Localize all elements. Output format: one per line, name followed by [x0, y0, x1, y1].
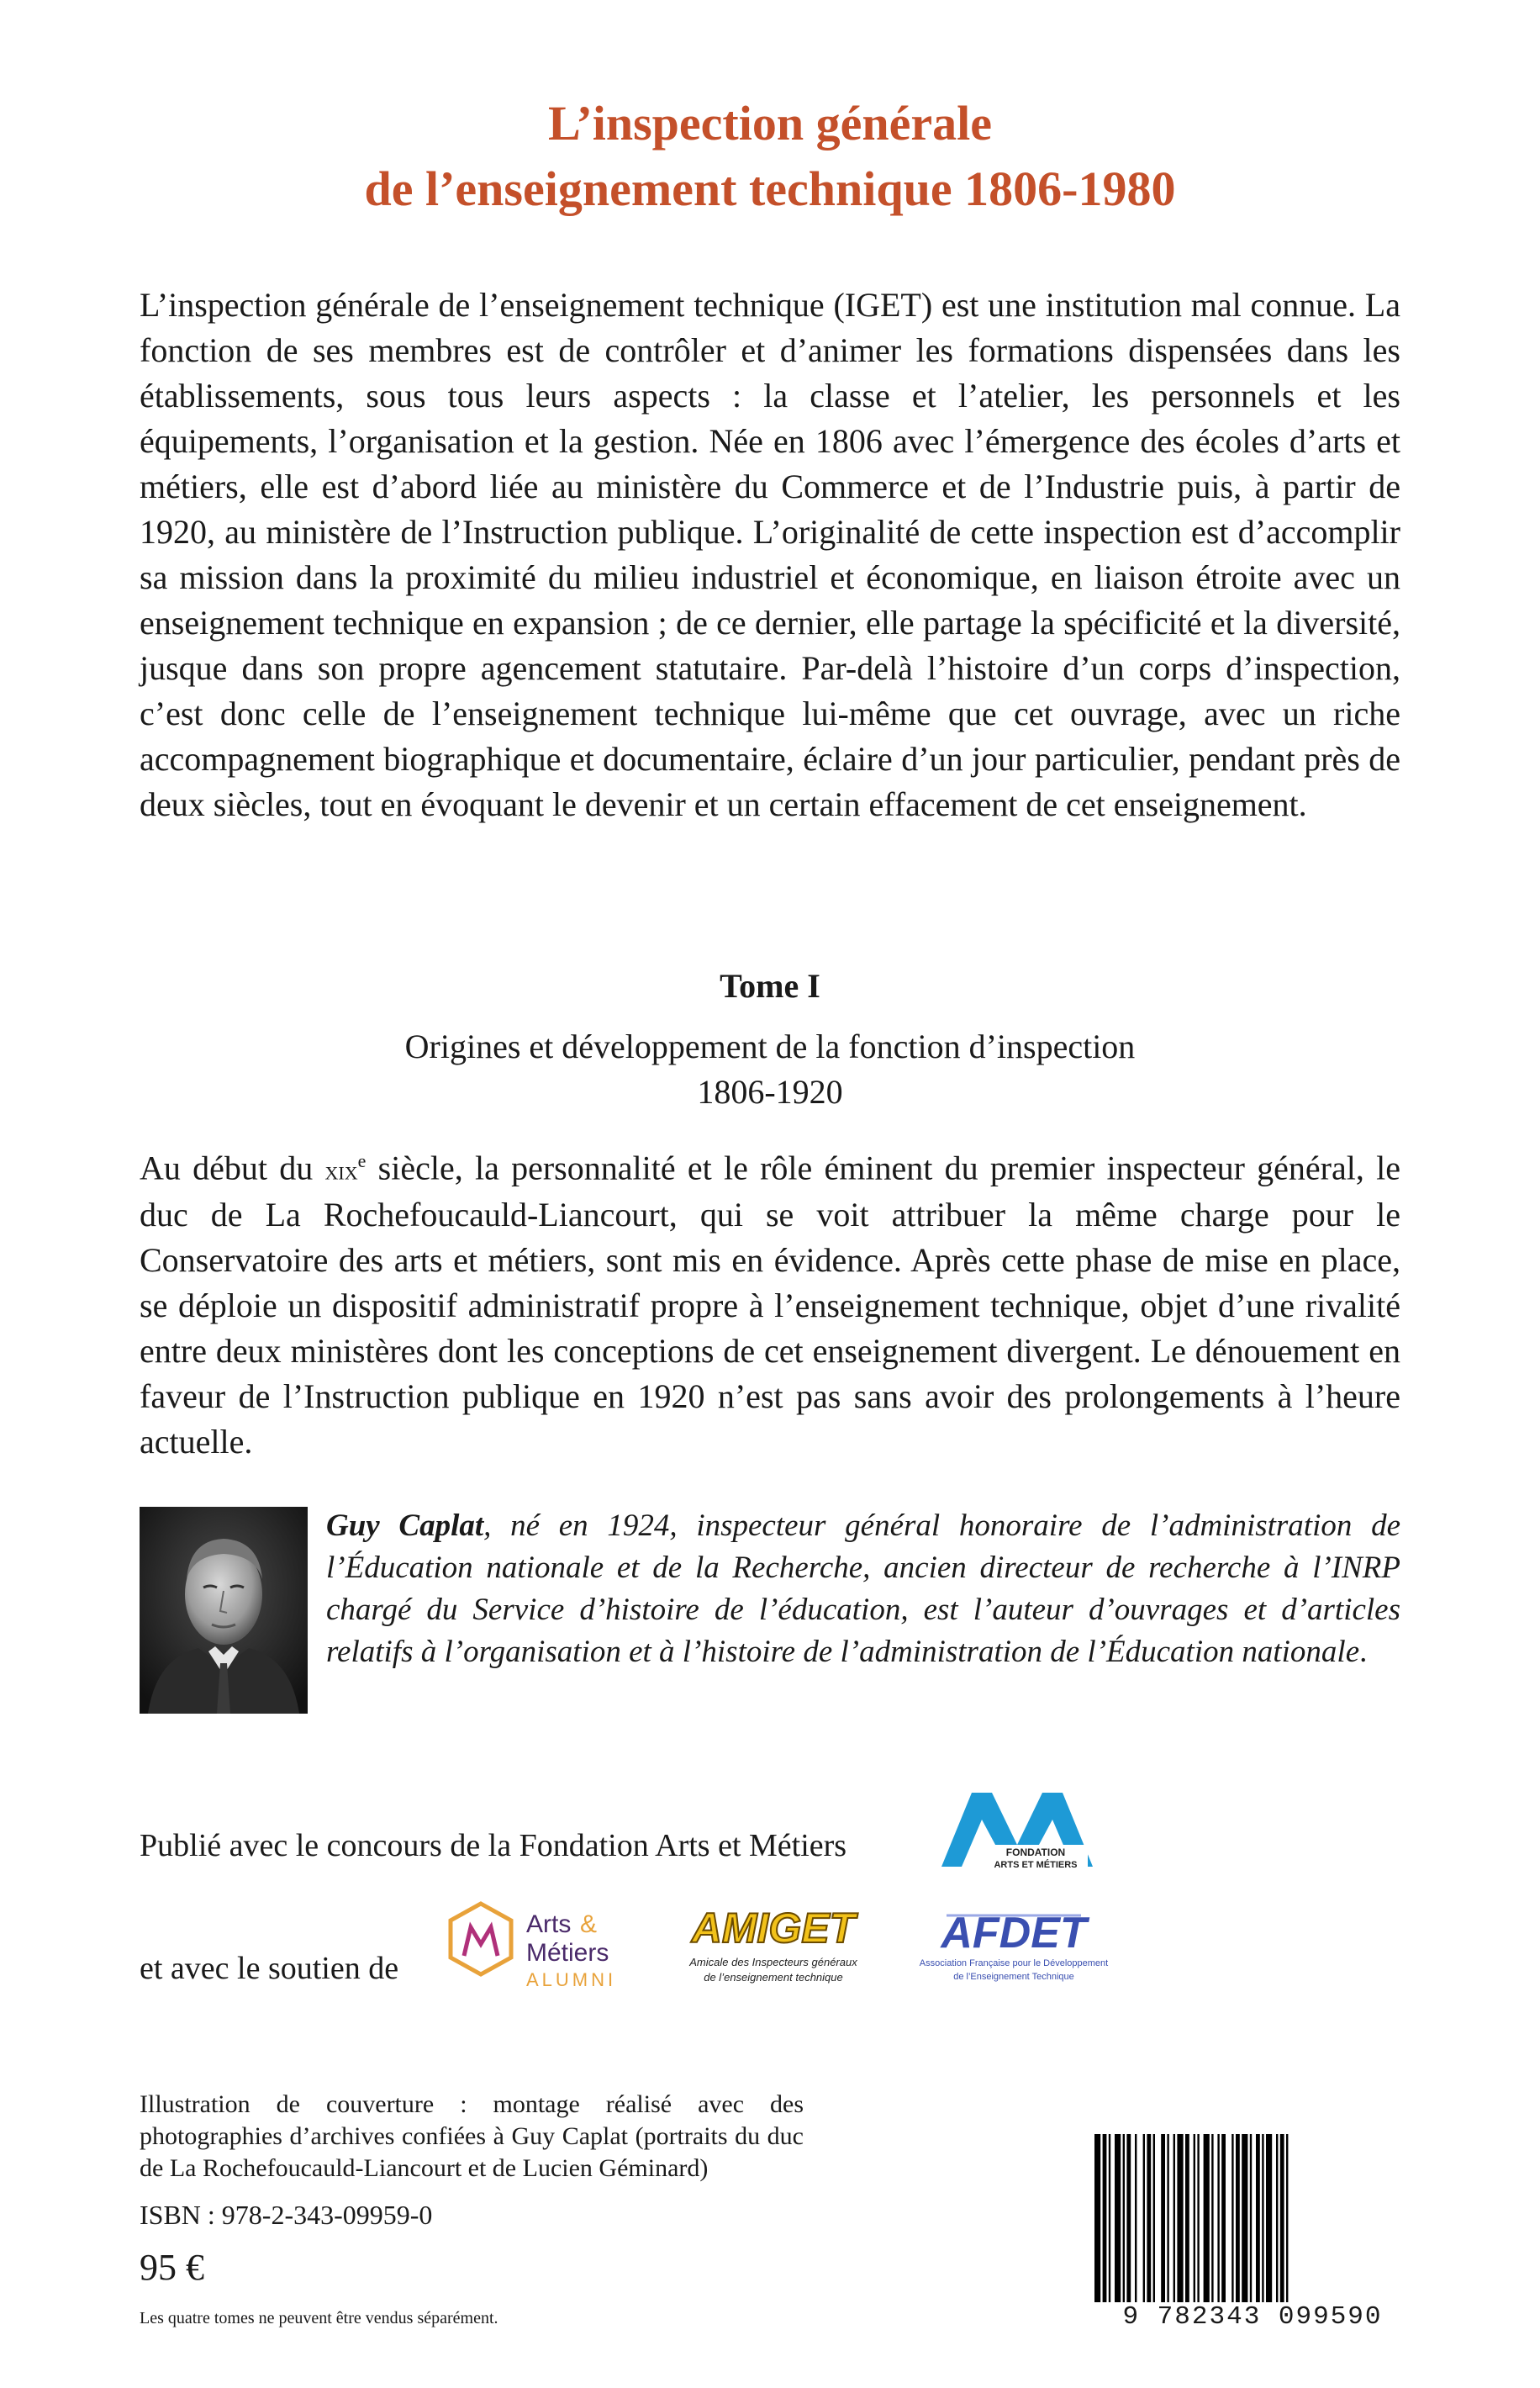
barcode-bar	[1094, 2134, 1100, 2302]
tome-subtitle-line-2: 1806-1920	[697, 1073, 843, 1111]
amiget-logo-name: AMIGET	[691, 1905, 856, 1952]
amiget-logo	[669, 1895, 878, 1993]
arts-metiers-alumni-logo	[444, 1899, 641, 1996]
barcode-bar	[1135, 2134, 1137, 2302]
amiget-logo-line-1: Amicale des Inspecteurs généraux	[689, 1956, 857, 1968]
barcode-bar	[1161, 2134, 1165, 2302]
tome-subtitle	[0, 1024, 1540, 1115]
barcode-bar	[1103, 2134, 1107, 2302]
tome-description	[140, 1139, 1400, 1465]
barcode-bar	[1211, 2134, 1213, 2302]
afdet-logo	[913, 1895, 1115, 1993]
afdet-logo-name: AFDET	[941, 1909, 1087, 1957]
barcode-bar	[1185, 2134, 1189, 2302]
alumni-logo-word-3: ALUMNI	[526, 1969, 617, 1990]
author-bio-text: , né en 1924, inspecteur général honoraire de l’administration de l’Éducation nationale et de la Recherche, ancien directeur de recherche à l’INRP chargé du Service d’histoire de l’éducation, est l’auteur d’ouvrages et d’articles relatifs à l’organisation et à l’histoire de l’administration de l’Éducation nationale	[326, 1508, 1400, 1669]
barcode-digits: 9 782343 099590	[1091, 2302, 1414, 2332]
barcode-bar	[1143, 2134, 1145, 2302]
century-numeral: xix	[324, 1154, 358, 1186]
barcode-bar	[1153, 2134, 1155, 2302]
barcode-bar	[1242, 2134, 1247, 2302]
book-summary: L’inspection générale de l’enseignement technique (IGET) est une institution mal connue. La fonction de ses membres est de contrôler et d’animer les formations dispensées dans les établissements, sous tous leurs aspects : la classe et l’atelier, les personnels et les équipements, l’organisation et la gestion. Née en 1806 avec l’émergence des écoles d’arts et métiers, elle est d’abord liée au ministère du Commerce et de l’Industrie puis, à partir de 1920, au ministère de l’Instruction publique. L’originalité de cette inspection est d’accomplir sa mission dans la proximité du milieu industriel et économique, en liaison étroite avec un enseignement technique en expansion ; de ce dernier, elle partage la spécificité et la diversité, jusque dans son propre agencement statutaire. Par-delà l’histoire d’un corps d’inspection, c’est donc celle de l’enseignement technique lui-même que cet ouvrage, avec un riche accompagnement biographique et documentaire, éclaire d’un jour particulier, pendant près de deux siècles, tout en évoquant le devenir et un certain effacement de cet enseignement.	[140, 286, 1400, 823]
book-title	[0, 91, 1540, 222]
barcode-bar	[1177, 2134, 1183, 2302]
tome-text-start: Au début du	[140, 1149, 325, 1187]
afdet-logo-line-1: Association Française pour le Développement	[919, 1958, 1109, 1968]
barcode-bar	[1221, 2134, 1226, 2302]
century-superscript: e	[357, 1150, 367, 1171]
barcode-bar	[1123, 2134, 1125, 2302]
tome-subtitle-line-1: Origines et développement de la fonction d’inspection	[404, 1028, 1136, 1065]
barcode-bar	[1236, 2134, 1240, 2302]
author-name: Guy Caplat	[326, 1508, 484, 1543]
alumni-logo-amp: &	[580, 1910, 598, 1938]
barcode-bar	[1147, 2134, 1151, 2302]
isbn: ISBN : 978-2-343-09959-0	[140, 2200, 433, 2230]
tome-label: Tome I	[720, 967, 820, 1005]
barcode-bar	[1167, 2134, 1168, 2302]
sales-note: Les quatre tomes ne peuvent être vendus séparément.	[140, 2309, 498, 2327]
barcode-bar	[1231, 2134, 1233, 2302]
alumni-logo-word-1: Arts	[526, 1910, 572, 1938]
published-with-text: Publié avec le concours de la Fondation Arts et Métiers	[140, 1828, 847, 1863]
barcode-bar	[1262, 2134, 1263, 2302]
barcode-bar	[1115, 2134, 1121, 2302]
author-bio	[326, 1505, 1400, 1673]
title-line-2: de l’enseignement technique 1806-1980	[364, 161, 1176, 216]
alumni-logo-word-2: Métiers	[526, 1939, 609, 1967]
barcode-bar	[1286, 2134, 1288, 2302]
afdet-logo-line-2: de l’Enseignement Technique	[953, 1972, 1074, 1982]
barcode-bar	[1280, 2134, 1284, 2302]
author-portrait	[140, 1507, 308, 1714]
barcode-bar	[1217, 2134, 1219, 2302]
supported-by-text: et avec le soutien de	[140, 1951, 399, 1986]
barcode-bar	[1256, 2134, 1260, 2302]
barcode-bar	[1204, 2134, 1210, 2302]
fondation-arts-metiers-logo	[938, 1786, 1096, 1873]
barcode-bar	[1276, 2134, 1278, 2302]
amiget-logo-line-2: de l’enseignement technique	[704, 1971, 843, 1984]
author-bio-end: .	[1359, 1635, 1368, 1669]
fondation-logo-line-1: FONDATION	[1005, 1846, 1066, 1858]
price: 95 €	[140, 2247, 204, 2288]
fondation-logo-line-2: ARTS ET MÉTIERS	[994, 1860, 1078, 1870]
title-line-1: L’inspection générale	[548, 96, 992, 151]
barcode-bar	[1250, 2134, 1252, 2302]
barcode-bar	[1173, 2134, 1175, 2302]
barcode-bar	[1266, 2134, 1272, 2302]
cover-illustration-credit: Illustration de couverture : montage réalisé avec des photographies d’archives confiées à Guy Caplat (portraits du duc de La Rochefoucauld-Liancourt et de Lucien Géminard)	[140, 2090, 804, 2182]
barcode-bar	[1126, 2134, 1131, 2302]
barcode-bar	[1194, 2134, 1195, 2302]
tome-text-end: siècle, la personnalité et le rôle éminent du premier inspecteur général, le duc de La Rochefoucauld-Liancourt, qui se voit attribuer la même charge pour le Conservatoire des arts et métiers, sont mis en évidence. Après cette phase de mise en place, se déploie un dispositif administratif propre à l’enseignement technique, objet d’une rivalité entre deux ministères dont les conceptions de cet enseignement divergent. Le dénouement en faveur de l’Instruction publique en 1920 n’est pas sans avoir des prolongements à l’heure actuelle.	[140, 1149, 1400, 1461]
barcode-bar	[1109, 2134, 1110, 2302]
barcode-bar	[1197, 2134, 1199, 2302]
